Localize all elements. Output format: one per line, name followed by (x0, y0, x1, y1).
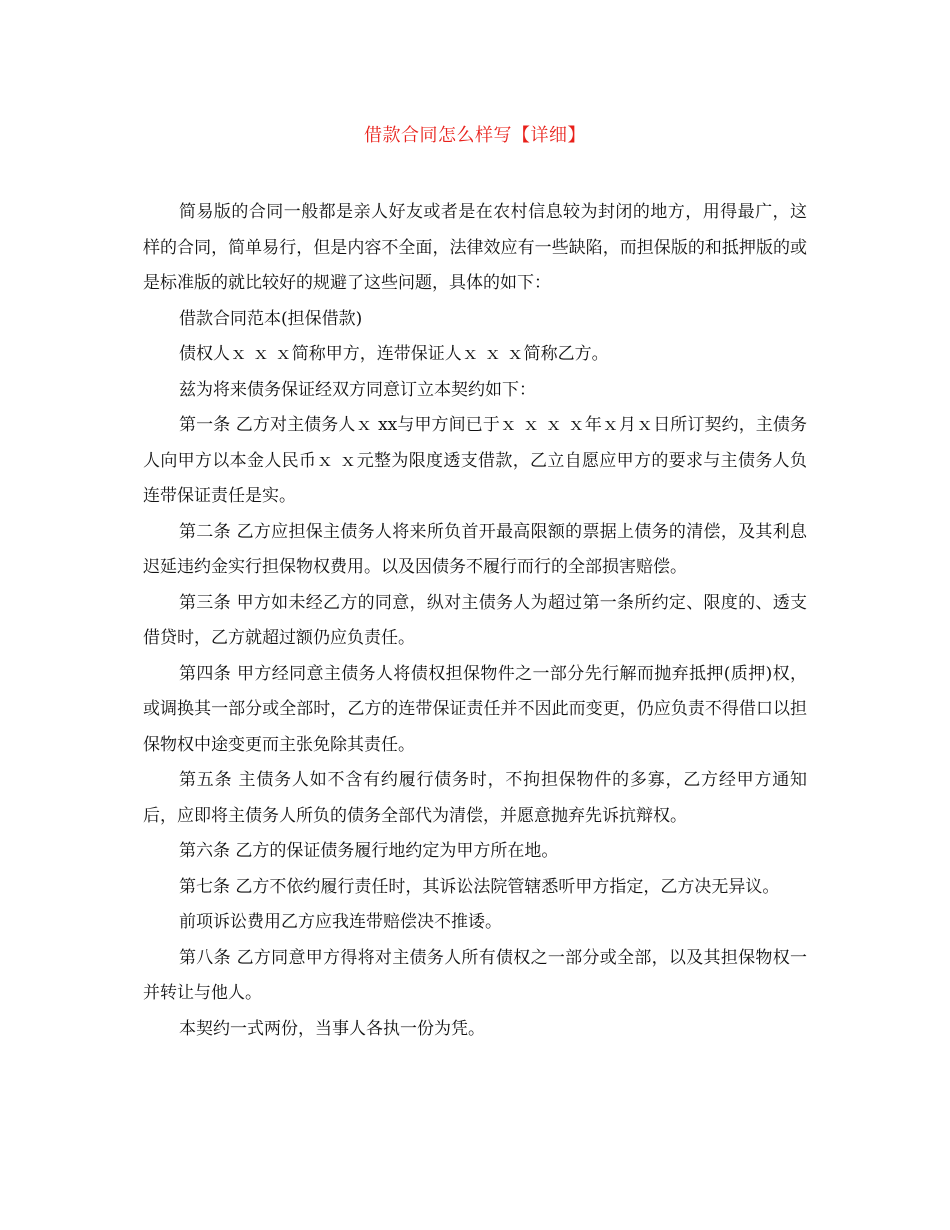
paragraph-article-1: 第一条 乙方对主债务人ｘ xx与甲方间已于ｘ ｘ ｘ ｘ年ｘ月ｘ日所订契约，主债务人向甲方以本金人民币ｘ ｘ元整为限度透支借款，乙立自愿应甲方的要求与主债务人负连带保证责任是实。 (143, 415, 807, 506)
paragraph-article-6: 第六条 乙方的保证债务履行地约定为甲方所在地。 (179, 841, 559, 861)
paragraph-preamble: 兹为将来债务保证经双方同意订立本契约如下： (179, 379, 536, 400)
document-body (143, 195, 807, 1047)
document-title: 借款合同怎么样写【详细】 (364, 125, 586, 146)
paragraph-article-5: 第五条 主债务人如不含有约履行债务时，不拘担保物件的多寡，乙方经甲方通知后，应即将主债务人所负的债务全部代为清偿，并愿意抛弃先诉抗辩权。 (143, 770, 807, 826)
paragraph-article-4: 第四条 甲方经同意主债务人将债权担保物件之一部分先行解而抛弃抵押(质押)权，或调换其一部分或全部时，乙方的连带保证责任并不因此而变更，仍应负责不得借口以担保物权中途变更而主张免除其责任。 (143, 663, 807, 755)
paragraph-copies: 本契约一式两份，当事人各执一份为凭。 (179, 1018, 485, 1039)
paragraph-article-7: 第七条 乙方不依约履行责任时，其诉讼法院管辖悉听甲方指定，乙方决无异议。 (179, 876, 780, 897)
paragraph-parties: 债权人ｘ ｘ ｘ简称甲方，连带保证人ｘ ｘ ｘ简称乙方。 (179, 344, 609, 364)
paragraph-contract-name: 借款合同范本(担保借款) (179, 308, 363, 329)
paragraph-litigation-costs: 前项诉讼费用乙方应我连带赔偿决不推诿。 (179, 912, 502, 932)
paragraph-article-8: 第八条 乙方同意甲方得将对主债务人所有债权之一部分或全部，以及其担保物权一并转让与他人。 (143, 947, 807, 1003)
paragraph-article-2: 第二条 乙方应担保主债务人将来所负首开最高限额的票据上债务的清偿，及其利息迟延违约金实行担保物权费用。以及因债务不履行而行的全部损害赔偿。 (143, 521, 807, 577)
paragraph-intro: 简易版的合同一般都是亲人好友或者是在农村信息较为封闭的地方，用得最广，这样的合同，简单易行，但是内容不全面，法律效应有一些缺陷，而担保版的和抵押版的或是标准版的就比较好的规避了这些问题，具体的如下： (143, 202, 807, 293)
paragraph-article-3: 第三条 甲方如未经乙方的同意，纵对主债务人为超过第一条所约定、限度的、透支借贷时，乙方就超过额仍应负责任。 (143, 592, 807, 648)
